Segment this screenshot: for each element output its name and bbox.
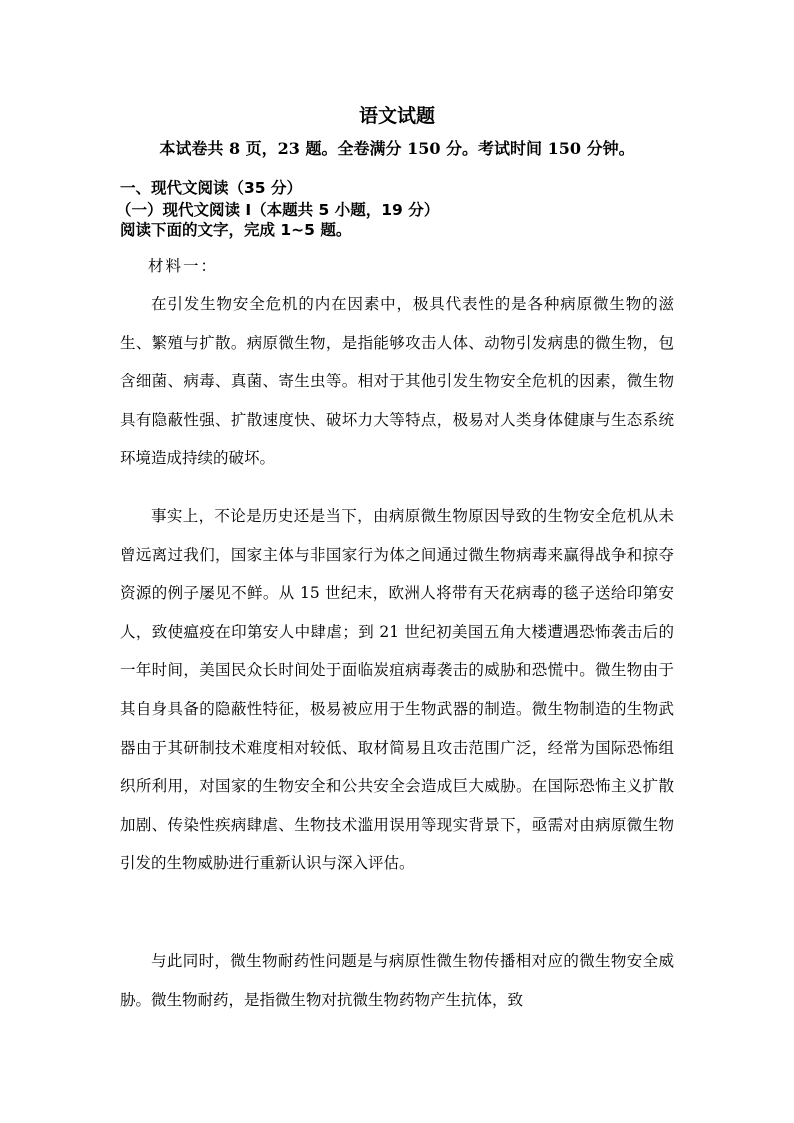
reading-instruction: 阅读下面的文字，完成 1~5 题。 [120,221,352,239]
paragraph-2: 事实上，不论是历史还是当下，由病原微生物原因导致的生物安全危机从未曾远离过我们，国家主体与非国家行为体之间通过微生物病毒来赢得战争和掠夺资源的例子屡见不鲜。从 15 世纪末，欧洲人将带有天花病毒的毯子送给印第安人，致使瘟疫在印第安人中肆虐；到 21 世纪初美国五角大楼遭遇恐怖袭击后的一年时间，美国民众长时间处于面临炭疽病毒袭击的威胁和恐慌中。微生物由于其自身具备的隐蔽性特征，极易被应用于生物武器的制造。微生物制造的生物武器由于其研制技术难度相对较低、取材简易且攻击范围广泛，经常为国际恐怖组织所利用，对国家的生物安全和公共安全会造成巨大威胁。在国际恐怖主义扩散加剧、传染性疾病肆虐、生物技术滥用误用等现实背景下，亟需对由病原微生物引发的生物威胁进行重新认识与深入评估。 [120,507,674,873]
page-title: 语文试题 [358,105,435,127]
paragraph-1: 在引发生物安全危机的内在因素中，极具代表性的是各种病原微生物的滋生、繁殖与扩散。病原微生物，是指能够攻击人体、动物引发病患的微生物，包含细菌、病毒、真菌、寄生虫等。相对于其他引发生物安全危机的因素，微生物具有隐蔽性强、扩散速度快、破坏力大等特点，极易对人类身体健康与生态系统环境造成持续的破坏。 [120,295,674,468]
paragraph-3: 与此同时，微生物耐药性问题是与病原性微生物传播相对应的微生物安全威胁。微生物耐药，是指微生物对抗微生物药物产生抗体，致 [120,952,674,1009]
section-heading: 一、现代文阅读（35 分） [120,179,302,197]
subsection-heading: （一）现代文阅读 I（本题共 5 小题，19 分） [116,201,440,219]
exam-info: 本试卷共 8 页，23 题。全卷满分 150 分。考试时间 150 分钟。 [159,139,635,158]
material-label: 材料一： [148,257,219,275]
